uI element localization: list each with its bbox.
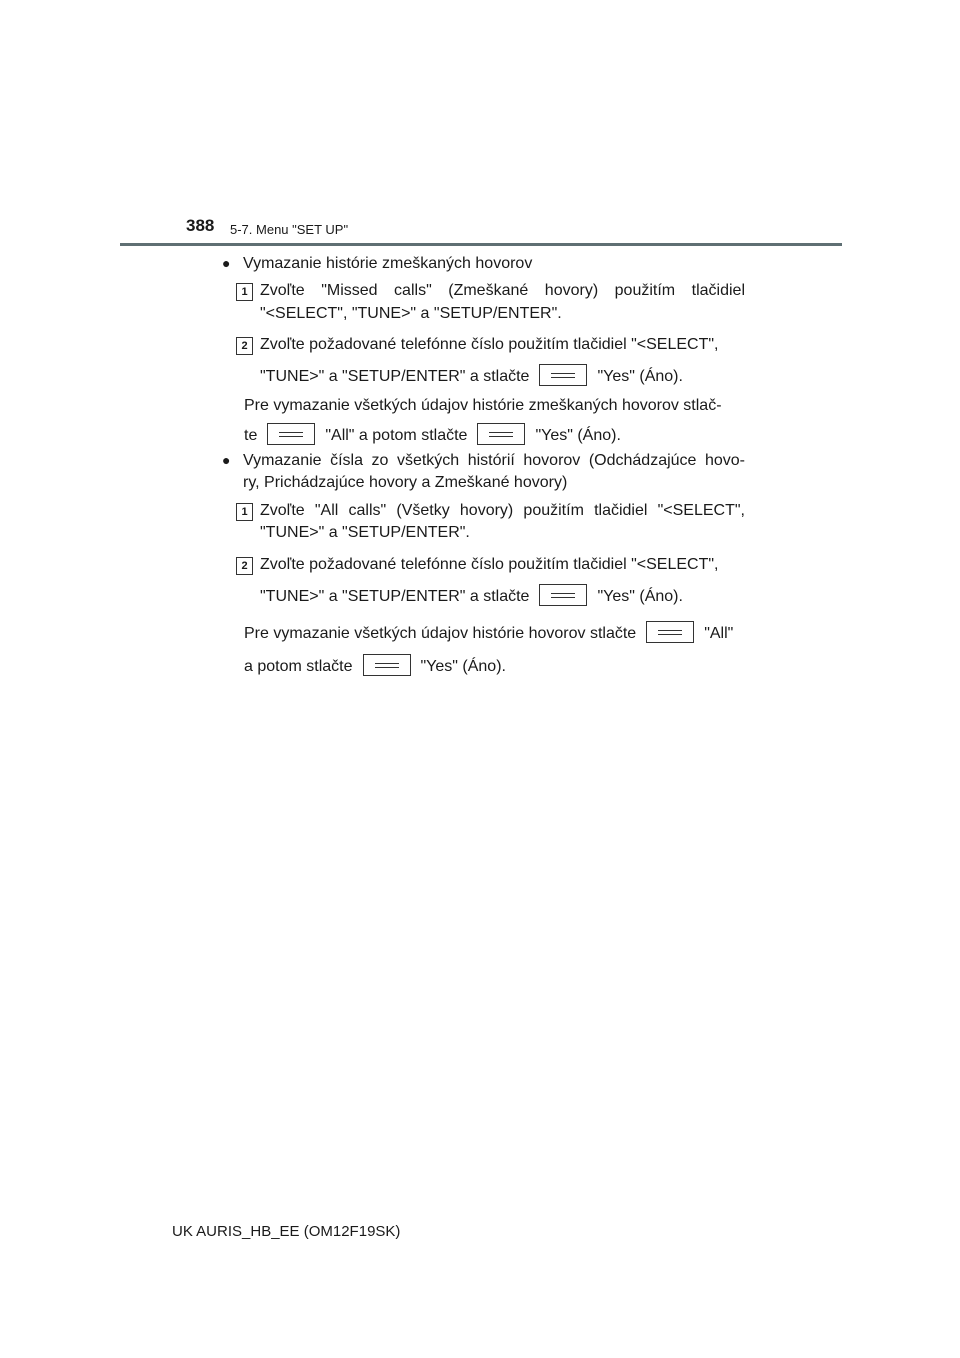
step-text-line — [260, 366, 683, 388]
soft-key-icon — [363, 654, 411, 676]
step-text: "TUNE>" a "SETUP/ENTER" a stlačte — [260, 368, 530, 386]
soft-key-icon — [267, 423, 315, 445]
note-text: Pre vymazanie všetkých údajov histórie hovorov stlačte — [244, 625, 637, 643]
step-number-badge: 1 — [236, 503, 253, 521]
note-text: te — [244, 427, 258, 445]
soft-key-icon — [539, 364, 587, 386]
step-number-badge: 1 — [236, 283, 253, 301]
step-text-line: "TUNE>" a "SETUP/ENTER". — [260, 524, 470, 541]
header-divider — [120, 243, 842, 246]
step-number-badge: 2 — [236, 337, 253, 355]
step-text-line: Zvoľte požadované telefónne číslo použitím tlačidiel "<SELECT", — [260, 556, 719, 573]
note-text: "Yes" (Áno). — [535, 427, 621, 445]
step-text: "TUNE>" a "SETUP/ENTER" a stlačte — [260, 588, 530, 606]
bullet-icon: ● — [222, 452, 231, 468]
step-text-line: Zvoľte požadované telefónne číslo použitím tlačidiel "<SELECT", — [260, 336, 719, 353]
section2-title-line2: ry, Prichádzajúce hovory a Zmeškané hovory) — [243, 474, 568, 491]
section-title: 5-7. Menu "SET UP" — [230, 222, 349, 237]
note-text: "All" — [704, 625, 734, 643]
section1-title: Vymazanie histórie zmeškaných hovorov — [243, 255, 533, 272]
step-number-badge: 2 — [236, 557, 253, 575]
bullet-icon: ● — [222, 255, 231, 271]
step-text: "Yes" (Áno). — [597, 588, 683, 606]
section2-note-line2 — [244, 656, 506, 678]
note-text: "All" a potom stlačte — [325, 427, 468, 445]
soft-key-icon — [646, 621, 694, 643]
step-text-line: "<SELECT", "TUNE>" a "SETUP/ENTER". — [260, 305, 562, 322]
step-text-line: Zvoľte "Missed calls" (Zmeškané hovory) použitím tlačidiel — [260, 282, 745, 299]
section1-note-line1: Pre vymazanie všetkých údajov histórie zmeškaných hovorov stlač- — [244, 397, 722, 414]
page-number: 388 — [186, 216, 215, 235]
soft-key-icon — [477, 423, 525, 445]
step-text-line: Zvoľte "All calls" (Všetky hovory) použitím tlačidiel "<SELECT", — [260, 502, 745, 519]
soft-key-icon — [539, 584, 587, 606]
step-text-line — [260, 586, 683, 608]
step-text: "Yes" (Áno). — [597, 368, 683, 386]
note-text: "Yes" (Áno). — [420, 658, 506, 676]
section2-note-line1 — [244, 623, 733, 645]
section2-title-line1: Vymazanie čísla zo všetkých histórií hovorov (Odchádzajúce hovo- — [243, 452, 745, 469]
section1-note-line2 — [244, 425, 621, 447]
footer-model-code: UK AURIS_HB_EE (OM12F19SK) — [172, 1223, 401, 1240]
note-text: a potom stlačte — [244, 658, 353, 676]
